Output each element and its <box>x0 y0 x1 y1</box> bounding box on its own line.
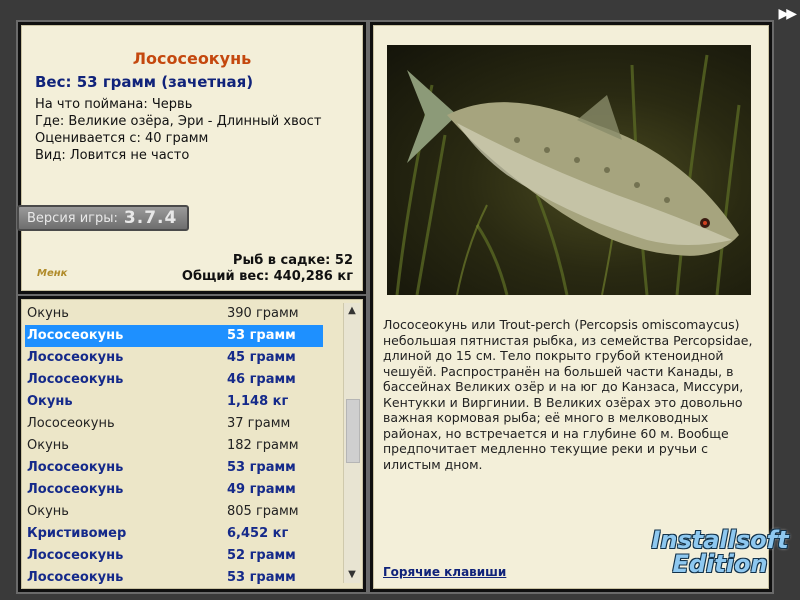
fish-count: Рыб в садке: 52 <box>232 253 353 268</box>
catch-fish-name: Лососеокунь <box>27 570 124 585</box>
catch-fish-name: Лососеокунь <box>27 548 124 563</box>
scrollbar-thumb[interactable] <box>346 399 360 463</box>
catch-fish-weight: 182 грамм <box>227 438 299 453</box>
watermark-line2: Edition <box>672 550 768 578</box>
catch-fish-name: Окунь <box>27 504 69 519</box>
catch-fish-weight: 37 грамм <box>227 416 291 431</box>
catch-row[interactable] <box>25 479 323 501</box>
catch-fish-name: Кристивомер <box>27 526 127 541</box>
game-version-badge <box>17 205 189 231</box>
version-label: Версия игры: <box>27 210 118 226</box>
catch-fish-name: Лососеокунь <box>27 482 124 497</box>
watermark-line1: Installsoft <box>651 526 789 554</box>
catch-fish-weight: 49 грамм <box>227 482 296 497</box>
catch-fish-weight: 46 грамм <box>227 372 296 387</box>
catch-fish-name: Окунь <box>27 394 73 409</box>
trout-perch-image <box>387 45 751 295</box>
catch-fish-name: Лососеокунь <box>27 372 124 387</box>
catch-fish-weight: 805 грамм <box>227 504 299 519</box>
catch-row[interactable] <box>25 347 323 369</box>
fish-description: Лососеокунь или Trout-perch (Percopsis omiscomaycus) небольшая пятнистая рыбка, из семейства Percopsidae, длиной до 15 см. Тело покрыто грубой ктеноидной чешуёй. Распространён на большей части Канады, в бассейнах Великих озёр и на юг до Канзаса, Миссури, Кентукки и Виргинии. В Великих озёрах это довольно важная кормовая рыба; её много в мелководных районах, но встречается и на глубине 60 м. Вообще предпочитает медленно текущие реки и ручьи с илистым дном. <box>383 317 753 472</box>
catch-list-scrollbar[interactable] <box>343 303 360 583</box>
catch-fish-weight: 53 грамм <box>227 328 296 343</box>
catch-row[interactable] <box>25 501 323 523</box>
catch-fish-name: Лососеокунь <box>27 460 124 475</box>
catch-list-panel[interactable] <box>18 296 366 592</box>
version-value: 3.7.4 <box>123 208 178 228</box>
catch-fish-name: Окунь <box>27 306 69 321</box>
fish-description-panel <box>370 22 772 592</box>
catch-fish-weight: 53 грамм <box>227 570 296 585</box>
catch-fish-name: Лососеокунь <box>27 350 124 365</box>
catch-row[interactable] <box>25 325 323 347</box>
catch-row[interactable] <box>25 369 323 391</box>
fish-photo <box>387 45 751 295</box>
catch-fish-weight: 1,148 кг <box>227 394 289 409</box>
catch-fish-name: Лососеокунь <box>27 328 124 343</box>
catch-row[interactable] <box>25 523 323 545</box>
double-arrow-right-icon[interactable]: ▶▶ <box>778 6 794 22</box>
catch-row[interactable] <box>25 303 323 325</box>
location-info: Где: Великие озёра, Эри - Длинный хвост <box>35 114 322 129</box>
catch-fish-weight: 45 грамм <box>227 350 296 365</box>
catch-row[interactable] <box>25 435 323 457</box>
scroll-down-icon[interactable]: ▼ <box>348 569 356 580</box>
catch-row[interactable] <box>25 413 323 435</box>
fish-info-panel <box>18 22 366 294</box>
catch-row[interactable] <box>25 391 323 413</box>
menk-logo: Менк <box>37 268 68 279</box>
hotkeys-link[interactable]: Горячие клавиши <box>383 565 507 579</box>
scroll-up-icon[interactable]: ▲ <box>348 305 356 316</box>
catch-fish-weight: 52 грамм <box>227 548 296 563</box>
total-weight: Общий вес: 440,286 кг <box>181 269 353 284</box>
valuation-info: Оценивается с: 40 грамм <box>35 131 209 146</box>
catch-fish-weight: 6,452 кг <box>227 526 289 541</box>
catch-fish-name: Окунь <box>27 438 69 453</box>
catch-fish-weight: 53 грамм <box>227 460 296 475</box>
catch-fish-weight: 390 грамм <box>227 306 299 321</box>
catch-row[interactable] <box>25 567 323 589</box>
catch-row[interactable] <box>25 457 323 479</box>
fish-weight: Вес: 53 грамм (зачетная) <box>35 73 254 91</box>
catch-fish-name: Лососеокунь <box>27 416 115 431</box>
catch-row[interactable] <box>25 545 323 567</box>
installsoft-watermark <box>640 528 800 576</box>
frequency-info: Вид: Ловится не часто <box>35 148 190 163</box>
bait-info: На что поймана: Червь <box>35 97 193 112</box>
fish-name-title: Лососеокунь <box>132 49 252 68</box>
